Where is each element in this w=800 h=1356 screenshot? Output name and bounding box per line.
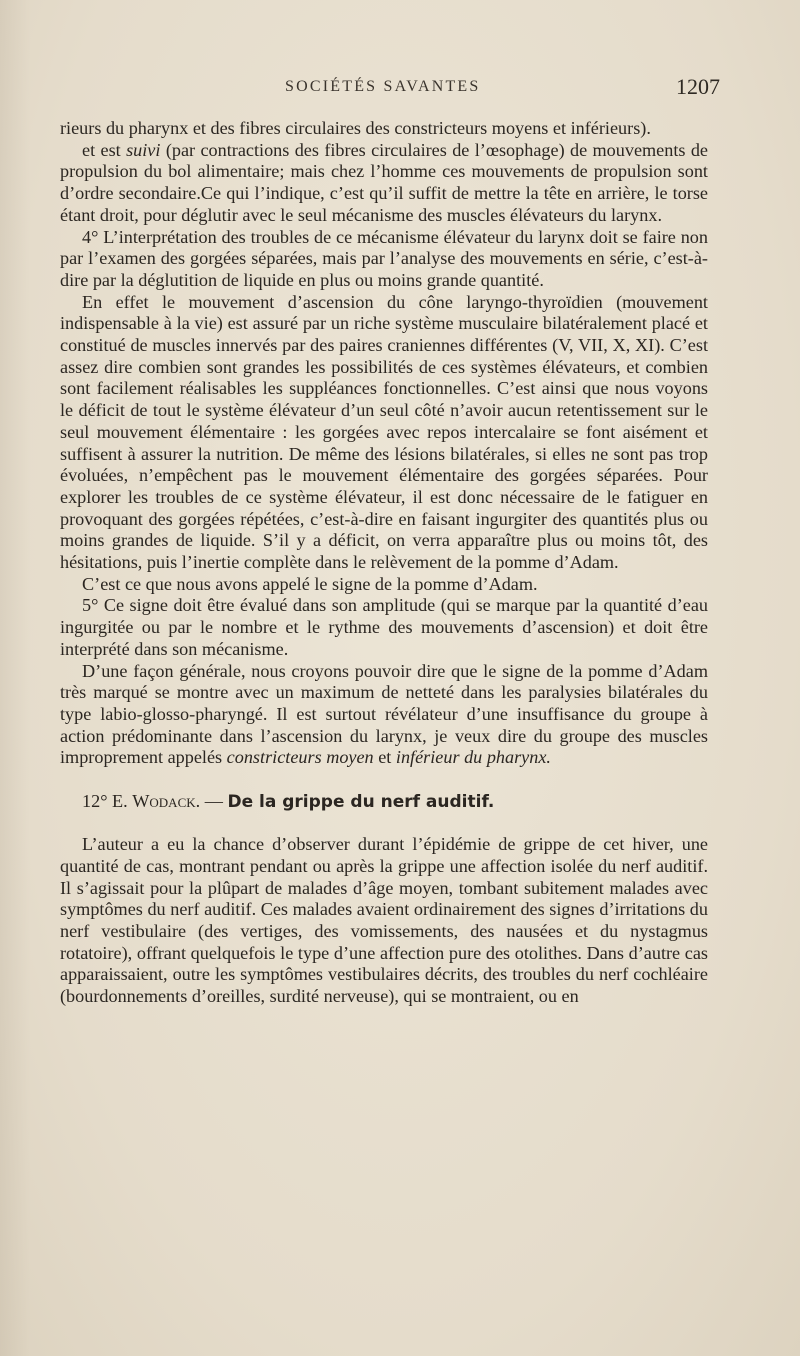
section-gap — [60, 769, 708, 789]
italic-inferieur: inférieur du pharynx. — [395, 747, 551, 768]
author-name: Wodack. — [132, 791, 201, 812]
paragraph-suivi: et est suivi (par contractions des fibres circulaires de l’œsophage) de mouvements de propulsion du bol alimentaire; mais chez l’homme ces mouvements de propulsion sont d’ordre secondaire.Ce qui l’indique, c’est qu’il suffit de mettre la tête en arrière, le torse étant droit, pour déglutir avec le seul mécanisme des muscles élévateurs du larynx. — [60, 139, 709, 225]
section-number: 12° — [82, 791, 108, 812]
paragraph-point-5: 5° Ce signe doit être évalué dans son amplitude (qui se marque par la quantité d’eau ingurgitée ou par le nombre et le rythme des mouvements d’ascension) et doit être interprété dans son mécanisme. — [60, 595, 708, 659]
paragraph-en-effet: En effet le mouvement d’ascension du cône laryngo-thyroïdien (mouvement indispensable à la vie) est assuré par un riche système musculaire bilatéralement placé et constitué de muscles innervés par des paires craniennes différentes (V, VII, X, XI). C’est assez dire combien sont grandes les possibilités de ces systèmes élévateurs, et combien sont facilement réalisables les suppléances fonctionnelles. C’est ainsi que nous voyons le déficit de tout le système élévateur d’un seul côté n’avoir aucun retentissement sur le seul mouvement élémentaire : les gorgées avec repos intercalaire se font aisément et suffisent à assurer la nutrition. De même des lésions bilatérales, si elles ne sont pas trop évoluées, n’empêchent pas le mouvement élémentaire des gorgées séparées. Pour explorer les troubles de ce système élévateur, il est donc nécessaire de le fatiguer en provoquant des gorgées répétées, c’est-à-dire en faisant ingurgiter des quantités plus ou moins grandes de liquide. S’il y a déficit, on verra apparaître plus ou moins tôt, des hésitations, puis l’inertie complète dans le relèvement de la pomme d’Adam. — [60, 291, 708, 573]
body-text — [60, 118, 708, 1008]
italic-constricteurs: constricteurs moyen — [226, 747, 374, 768]
paragraph-grippe: L’auteur a eu la chance d’observer durant l’épidémie de grippe de cet hiver, une quantité de cas, montrant pendant ou après la grippe une affection isolée du nerf auditif. Il s’agissait pour la plûpart de malades d’âge moyen, tombant subitement malades avec symptômes du nerf auditif. Ces malades avaient ordinairement des signes d’irritations du nerf vestibulaire (des vertiges, des vomissements, des nausées et du nystagmus rotatoire), offrant quelquefois le type d’une affection pure des otolithes. Dans d’autre cas apparaissaient, outre les symptômes vestibulaires décrits, des troubles du nerf cochléaire (bourdonnements d’oreilles, surdité nerveuse), qui se montraient, ou en — [60, 834, 708, 1007]
paragraph-conclusion: D’une façon générale, nous croyons pouvoir dire que le signe de la pomme d’Adam très marqué se montre avec un maximum de netteté dans les paralysies bilatérales du type labio-glosso-pharyngé. Il est surtout révélateur d’une insuffisance du groupe à action prédominante dans l’ascension du larynx, je veux dire du groupe des muscles improprement appelés constricteurs moyen et inférieur du pharynx. — [60, 660, 708, 768]
heading-dash: — — [204, 791, 223, 812]
page-header — [60, 74, 720, 108]
paragraph-point-4: 4° L’interprétation des troubles de ce mécanisme élévateur du larynx doit se faire non par l’examen des gorgées séparées, mais par l’analyse des mouvements en série, c’est-à-dire par la déglutition de liquide en plus ou moins grande quantité. — [60, 226, 708, 290]
section-gap-2 — [60, 814, 708, 834]
italic-suivi: suivi — [126, 139, 161, 160]
author-initial: E. — [112, 791, 128, 812]
paragraph-continuation: rieurs du pharynx et des fibres circulaires des constricteurs moyens et inférieurs). — [60, 118, 651, 138]
page-number: 1207 — [676, 74, 720, 99]
running-head: SOCIÉTÉS SAVANTES — [285, 78, 481, 95]
paragraph-signe-pomme: C’est ce que nous avons appelé le signe de la pomme d’Adam. — [82, 573, 538, 594]
section-title: De la grippe du nerf auditif. — [227, 792, 495, 813]
section-heading — [60, 789, 708, 814]
